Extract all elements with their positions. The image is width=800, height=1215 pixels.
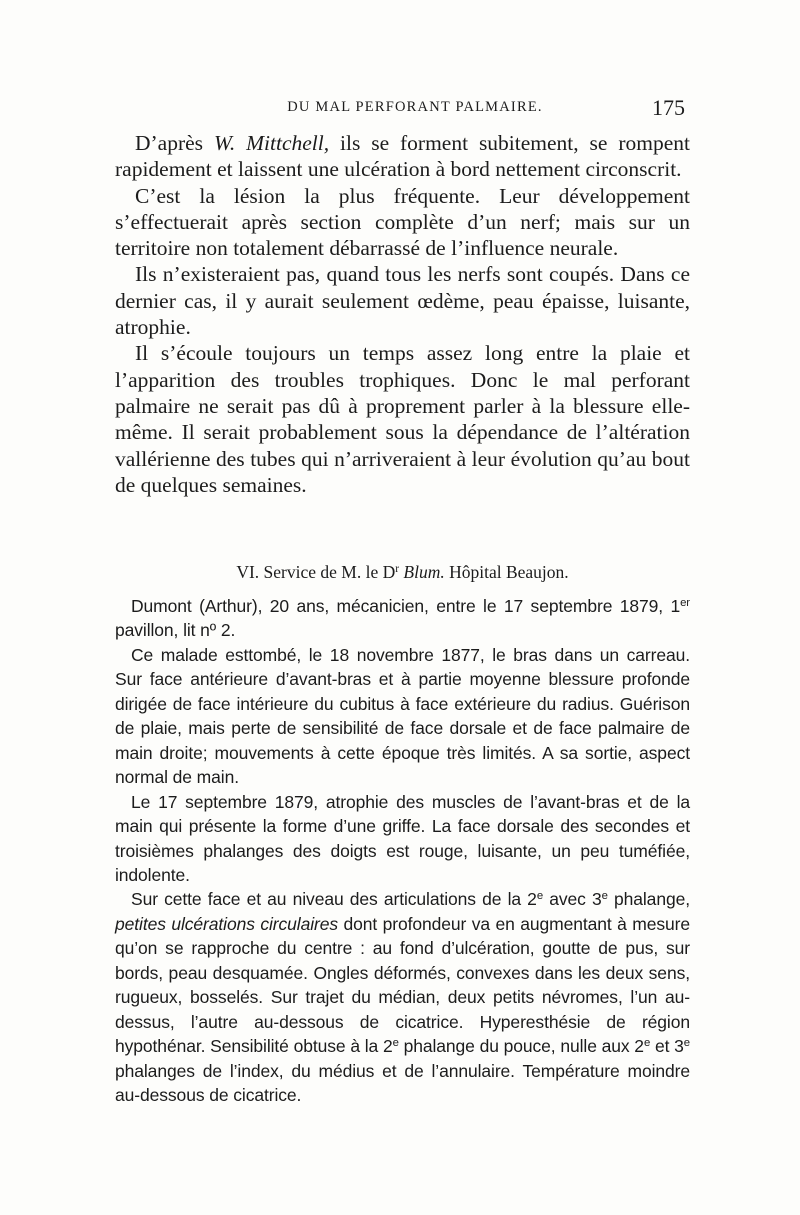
superscript: r bbox=[395, 562, 400, 575]
paragraph: Il s’écoule toujours un temps assez long entre la plaie et l’apparition des troubles trophiques. Donc le mal perforant palmaire ne serait pas dû à proprement parler à la blessure elle-même. Il serait probablement sous la dépendance de l’altération vallérienne des tubes qui n’arriveraient à leur évolution qu’au bout de quelques semaines. bbox=[115, 341, 690, 497]
superscript: e bbox=[601, 890, 608, 903]
emphasis: petites ulcérations circulaires bbox=[115, 913, 339, 934]
paragraph: C’est la lésion la plus fréquente. Leur développement s’effectuerait après section complète d’un nerf; mais sur un territoire non totalement débarrassé de l’influence neurale. bbox=[115, 183, 690, 261]
text-run: et 3 bbox=[650, 1036, 684, 1057]
heading-text: Hôpital Beaujon. bbox=[444, 562, 569, 582]
page-header bbox=[115, 97, 685, 123]
running-head: DU MAL PERFORANT PALMAIRE. bbox=[287, 99, 543, 115]
paragraph: Le 17 septembre 1879, atrophie des muscles de l’avant-bras et de la main qui présente la forme d’une griffe. La face dorsale des secondes et troisièmes phalanges des doigts est rouge, luisante, un peu tuméfiée, indolente. bbox=[115, 791, 690, 885]
paragraph bbox=[115, 594, 690, 643]
text-run: phalange, bbox=[607, 889, 690, 910]
paragraph bbox=[115, 130, 690, 183]
superscript: e bbox=[392, 1036, 399, 1049]
text-run: Sur cette face et au niveau des articulations de la 2 bbox=[131, 889, 537, 910]
heading-text: VI. Service de M. le D bbox=[236, 562, 396, 582]
superscript: e bbox=[536, 890, 544, 903]
paragraph: Ce malade esttombé, le 18 novembre 1877, le bras dans un carreau. Sur face antérieure d’avant-bras et à partie moyenne blessure profonde dirigée de face intérieure du cubitus à face extérieure du radius. Guérison de plaie, mais perte de sensibilité de face dorsale et de face palmaire de main droite; mouvements à cette époque très limités. A sa sortie, aspect normal de main. bbox=[115, 644, 690, 788]
author-name: W. Mittchell, bbox=[213, 131, 330, 155]
text-run: D’après bbox=[135, 131, 214, 155]
superscript: e bbox=[643, 1036, 651, 1049]
doctor-name: Blum. bbox=[403, 562, 445, 582]
case-report bbox=[115, 594, 690, 1108]
text-run: phalange du pouce, nulle aux 2 bbox=[398, 1036, 644, 1057]
text-run: pavillon, lit nº 2. bbox=[115, 620, 236, 641]
intro-text bbox=[115, 130, 690, 498]
paragraph bbox=[115, 887, 690, 1107]
page-number: 175 bbox=[652, 95, 685, 120]
text-run: phalanges de l’index, du médius et de l’annulaire. Température moindre au-dessous de cicatrice. bbox=[115, 1060, 690, 1106]
text-run: ils se forment subitement, se rompent rapidement et laissent une ulcération à bord nettement circonscrit. bbox=[115, 131, 690, 182]
text-run: dont profondeur va en augmentant à mesure qu’on se rapproche du centre : au fond d’ulcération, goutte de pus, sur bords, peau desquamée. Ongles déformés, convexes dans les deux sens, rugueux, bosselés. Sur trajet du médian, deux petits névromes, l’un au-dessus, l’autre au-dessous de cicatrice. Hyperesthésie de région hypothénar. Sensibilité obtuse à la 2 bbox=[115, 913, 690, 1057]
paragraph: Ils n’existeraient pas, quand tous les nerfs sont coupés. Dans ce dernier cas, il y aurait seulement œdème, peau épaisse, luisante, atrophie. bbox=[115, 262, 690, 340]
superscript: e bbox=[683, 1036, 690, 1049]
text-run: Dumont (Arthur), 20 ans, mécanicien, entre le 17 septembre 1879, 1 bbox=[131, 596, 681, 616]
text-run: avec 3 bbox=[543, 889, 602, 910]
section-heading bbox=[115, 561, 690, 583]
superscript: er bbox=[680, 596, 690, 609]
